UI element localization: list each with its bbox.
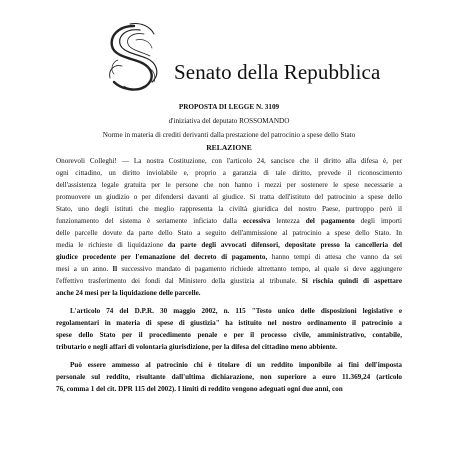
paragraph-3: [56, 359, 402, 395]
text-line: [56, 179, 402, 191]
institution-name: Senato della Repubblica: [174, 60, 381, 84]
section-heading: RELAZIONE: [206, 143, 252, 152]
bold-text-segment: tributario e negli affari di volontaria giurisdizione, per la difesa del cittadino meno abbiente.: [56, 343, 337, 351]
bill-title: PROPOSTA DI LEGGE N. 3109: [178, 103, 280, 111]
text-line: [56, 251, 402, 263]
paragraph-1: [56, 155, 402, 299]
text-segment: media le richieste di liquidazione: [56, 241, 168, 249]
text-line: [56, 287, 402, 299]
bold-text-segment: Il: [112, 265, 118, 273]
text-segment: promuovere un giudizio o per difendersi davanti al giudice. Si tratta dell'istituto del patrocinio a spese dello: [56, 193, 402, 201]
text-segment: degli importi: [354, 217, 402, 225]
bold-text-segment: personale sul reddito, risultante dall'ultima dichiarazione, non superiore a euro 11.369,24 (articolo: [56, 373, 402, 381]
text-line: [56, 275, 402, 287]
text-line: [56, 371, 402, 383]
text-segment: successivo mandato di pagamento richiede altrettanto tempo, al quale si deve aggiungere: [117, 265, 402, 273]
bold-text-segment: anche 24 mesi per la liquidazione delle parcelle.: [56, 289, 201, 297]
text-segment: mesi a un anno.: [56, 265, 113, 273]
text-segment: hanno tempi di attesa che vanno da sei: [267, 253, 402, 261]
text-line: [56, 167, 402, 179]
bill-initiative: d'iniziativa del deputato ROSSOMANDO: [168, 117, 290, 125]
text-segment: lentezza: [270, 217, 306, 225]
text-line: [56, 317, 402, 329]
text-line: [56, 329, 402, 341]
text-line: [56, 203, 402, 215]
bold-text-segment: Può essere ammesso al patrocinio chi è titolare di un reddito imponibile ai fini dell'imposta: [70, 361, 402, 369]
senate-emblem-icon: [100, 20, 168, 94]
text-segment: delle parcelle dovute da parte dello Stato a seguito dell'ammissione al patrocinio a spese dello Stato. In: [56, 229, 402, 237]
bold-text-segment: L'articolo 74 del D.P.R. 30 maggio 2002, n. 115 "Testo unico delle disposizioni legislative e: [70, 307, 402, 315]
text-line: [56, 239, 402, 251]
text-segment: dell'assistenza legale gratuita per le persone che non hanno i mezzi per sostenere le spese necessarie a: [56, 181, 402, 189]
text-line: [56, 191, 402, 203]
bold-text-segment: eccessiva: [242, 217, 271, 225]
bold-text-segment: giudice procedente per l'emanazione del decreto di pagamento,: [56, 253, 268, 261]
bold-text-segment: spese dello Stato per il procedimento penale e per il processo civile, amministrativo, contabile,: [56, 331, 402, 339]
document-header: [0, 0, 452, 96]
text-line: [56, 305, 402, 317]
text-line: [56, 227, 402, 239]
bold-text-segment: Si rischia quindi di aspettare: [301, 277, 402, 285]
text-line: [56, 155, 402, 167]
bold-text-segment: 76, comma 1 del cit. DPR 115 del 2002). I limiti di reddito vengono adeguati ogni due anni, con: [56, 385, 343, 393]
text-line: [56, 263, 402, 275]
bold-text-segment: da parte degli avvocati difensori, depositate presso la cancelleria del: [167, 241, 403, 249]
text-segment: Stato, uno degli istituti che meglio rappresenta la civiltà giuridica del nostro Paese, purtroppo però il: [56, 205, 402, 213]
text-line: [56, 341, 402, 353]
bill-subject: Norme in materia di crediti derivanti dalla prestazione del patrocinio a spese dello Stato: [102, 131, 356, 139]
document-body: [56, 102, 402, 395]
text-line: [56, 215, 402, 227]
text-segment: l'effettivo trasferimento dei fondi dal Ministero della giustizia al tribunale.: [56, 277, 302, 285]
text-segment: funzionamento del sistema è seriamente inficiato dalla: [56, 217, 243, 225]
bold-text-segment: del pagamento: [305, 217, 355, 225]
text-line: [56, 383, 402, 395]
text-segment: ogni cittadino, un diritto inviolabile e, proprio a garanzia di tale diritto, prevede il riconoscimento: [56, 169, 402, 177]
paragraph-2: [56, 305, 402, 353]
text-line: [56, 359, 402, 371]
bold-text-segment: regolamentari in materia di spese di giustizia" ha istituito nel nostro ordinamento il patrocinio a: [56, 319, 402, 327]
text-segment: Onorevoli Colleghi! — La nostra Costituzione, con l'articolo 24, sancisce che il diritto alla difesa è, per: [56, 157, 402, 165]
